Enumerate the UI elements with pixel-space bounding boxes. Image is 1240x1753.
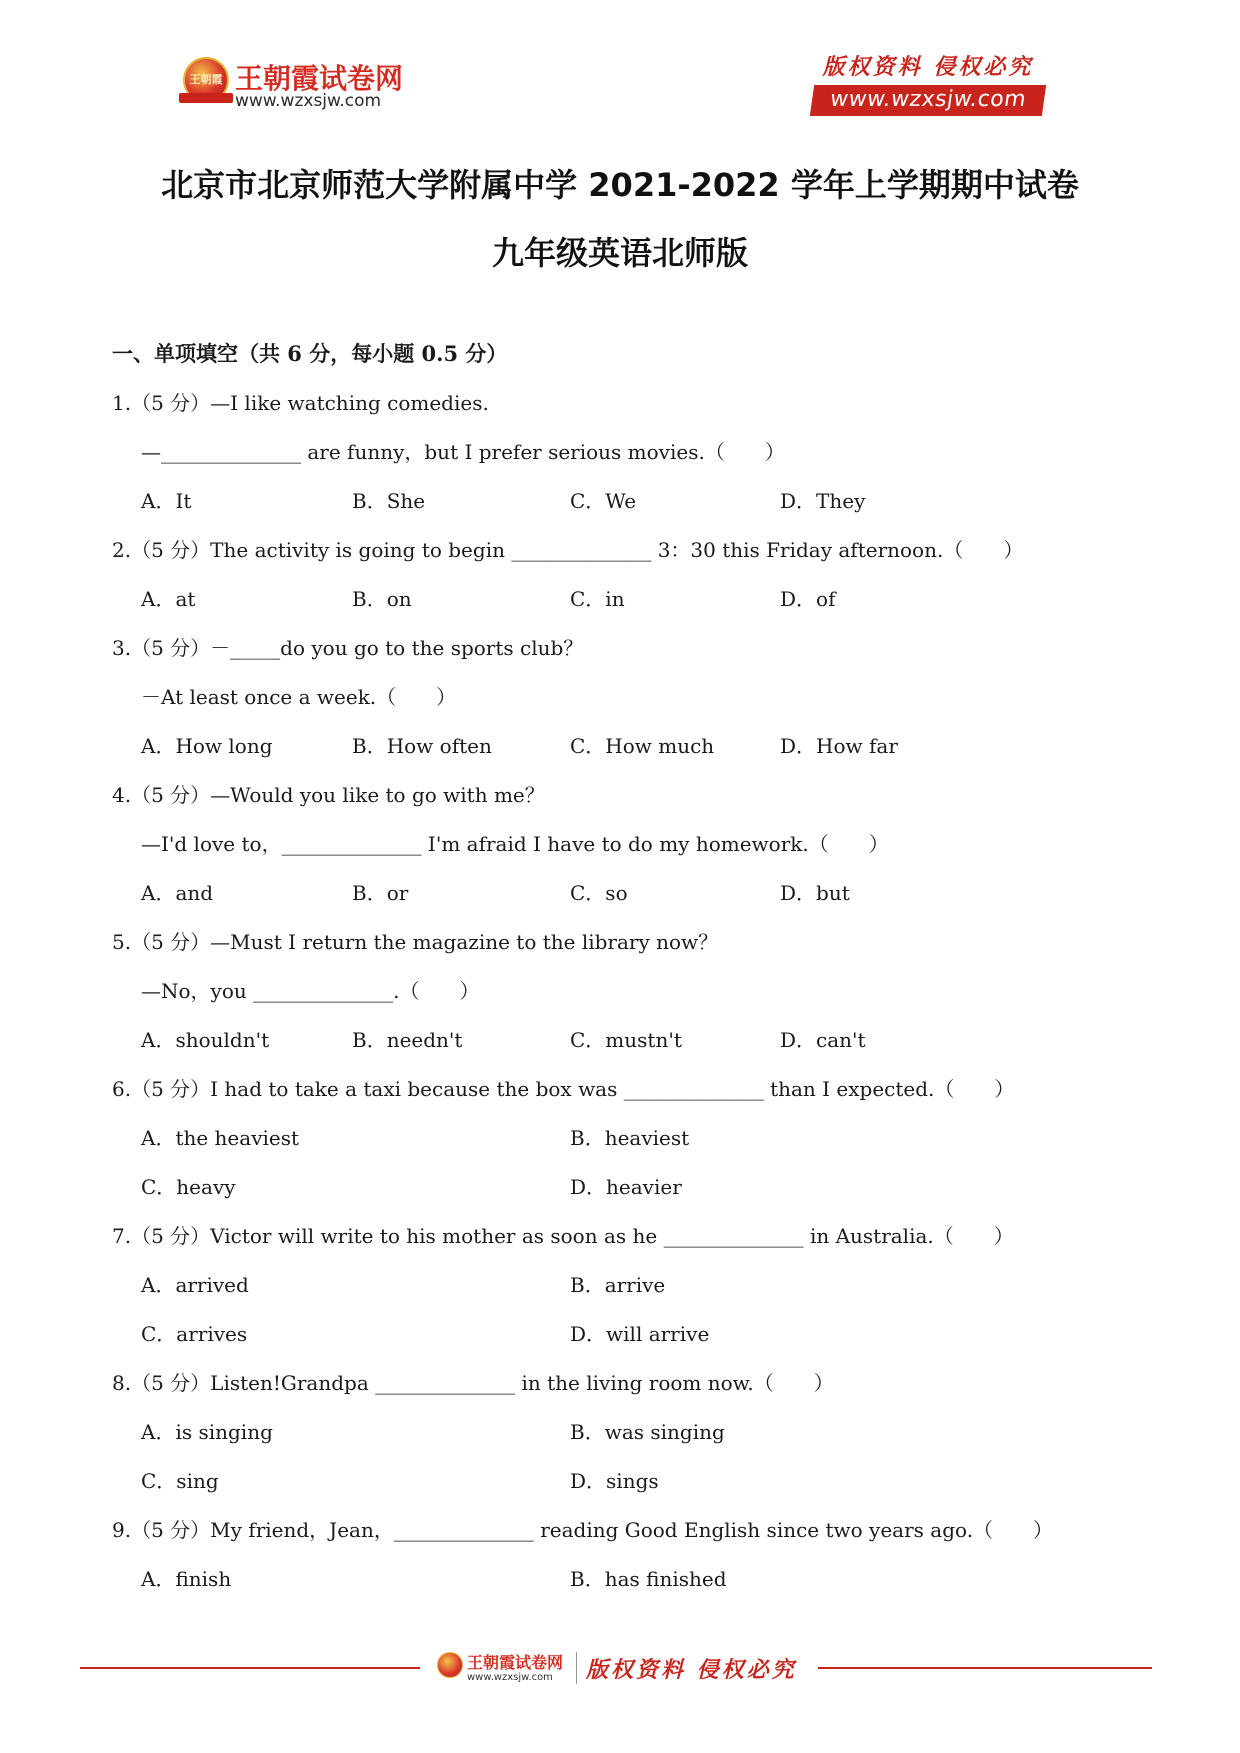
exam-title: 北京市北京师范大学附属中学 2021-2022 学年上学期期中试卷	[161, 166, 1079, 204]
question-3-option-c: C．How much	[570, 734, 715, 758]
question-5-option-b: B．needn't	[352, 1028, 463, 1052]
footer-emblem-icon	[437, 1652, 463, 1678]
question-4-option-a: A．and	[141, 881, 214, 905]
section-heading: 一、单项填空（共 6 分，每小题 0.5 分）	[112, 341, 508, 366]
question-1-option-a: A．It	[141, 489, 192, 513]
question-8-option-c: C．sing	[141, 1469, 219, 1493]
logo-emblem-icon: 王朝霞	[183, 57, 229, 103]
question-3-option-a: A．How long	[141, 734, 273, 758]
question-4-stem: 4.（5 分）—Would you like to go with me？	[112, 783, 545, 807]
question-5-option-a: A．shouldn't	[141, 1028, 270, 1052]
footer-separator	[576, 1652, 577, 1684]
question-7-option-b: B．arrive	[570, 1273, 666, 1297]
question-2-option-c: C．in	[570, 587, 625, 611]
question-3-stem: 3.（5 分）－_____do you go to the sports club？	[112, 636, 584, 660]
logo-name: 王朝霞试卷网	[235, 62, 404, 95]
question-3-line-2: －At least once a week.（ ）	[141, 685, 457, 709]
question-6-option-b: B．heaviest	[570, 1126, 690, 1150]
question-7-option-d: D．will arrive	[570, 1322, 710, 1346]
question-7-option-c: C．arrives	[141, 1322, 248, 1346]
question-2-option-a: A．at	[141, 587, 196, 611]
question-8-option-d: D．sings	[570, 1469, 659, 1493]
question-3-option-d: D．How far	[780, 734, 898, 758]
footer-copyright: 版权资料 侵权必究	[586, 1657, 797, 1683]
question-9-option-b: B．has finished	[570, 1567, 727, 1591]
question-1-option-c: C．We	[570, 489, 637, 513]
question-5-option-d: D．can't	[780, 1028, 866, 1052]
copyright-text: 版权资料 侵权必究	[822, 54, 1034, 80]
footer-divider-left	[80, 1667, 420, 1669]
question-9-stem: 9.（5 分）My friend，Jean，______________ reading Good English since two years ago.（ ）	[112, 1518, 1054, 1542]
question-7-stem: 7.（5 分）Victor will write to his mother as soon as he ______________ in Australia.（ ）	[112, 1224, 1014, 1248]
question-2-option-d: D．of	[780, 587, 836, 611]
question-4-option-c: C．so	[570, 881, 628, 905]
question-1-stem: 1.（5 分）—I like watching comedies.	[112, 391, 489, 415]
footer-logo	[437, 1650, 577, 1690]
question-4-option-d: D．but	[780, 881, 850, 905]
question-8-option-a: A．is singing	[141, 1420, 273, 1444]
copyright-url: www.wzxsjw.com	[810, 85, 1046, 116]
question-2-stem: 2.（5 分）The activity is going to begin ______________ 3：30 this Friday afternoon.（ ）	[112, 538, 1024, 562]
copyright-banner	[812, 50, 1044, 116]
logo-url: www.wzxsjw.com	[235, 91, 382, 111]
question-6-option-a: A．the heaviest	[141, 1126, 300, 1150]
question-6-stem: 6.（5 分）I had to take a taxi because the box was ______________ than I expected.（ ）	[112, 1077, 1015, 1101]
question-5-line-2: —No，you ______________.（ ）	[141, 979, 480, 1003]
question-4-option-b: B．or	[352, 881, 409, 905]
question-9-option-a: A．finish	[141, 1567, 232, 1591]
footer-logo-name: 王朝霞试卷网	[467, 1653, 564, 1672]
question-8-option-b: B．was singing	[570, 1420, 725, 1444]
question-3-option-b: B．How often	[352, 734, 492, 758]
site-logo	[183, 55, 413, 111]
question-6-option-c: C．heavy	[141, 1175, 236, 1199]
question-1-option-d: D．They	[780, 489, 866, 513]
footer-divider-right	[818, 1667, 1152, 1669]
footer-logo-url: www.wzxsjw.com	[467, 1672, 553, 1683]
question-8-stem: 8.（5 分）Listen!Grandpa ______________ in the living room now.（ ）	[112, 1371, 834, 1395]
question-5-stem: 5.（5 分）—Must I return the magazine to the library now？	[112, 930, 719, 954]
question-1-option-b: B．She	[352, 489, 426, 513]
question-5-option-c: C．mustn't	[570, 1028, 682, 1052]
exam-subtitle: 九年级英语北师版	[491, 234, 748, 272]
question-7-option-a: A．arrived	[141, 1273, 249, 1297]
logo-ribbon	[179, 93, 233, 103]
question-1-line-2: —______________ are funny，but I prefer serious movies.（ ）	[141, 440, 785, 464]
question-6-option-d: D．heavier	[570, 1175, 682, 1199]
question-4-line-2: —I'd love to，______________ I'm afraid I have to do my homework.（ ）	[141, 832, 889, 856]
question-2-option-b: B．on	[352, 587, 412, 611]
